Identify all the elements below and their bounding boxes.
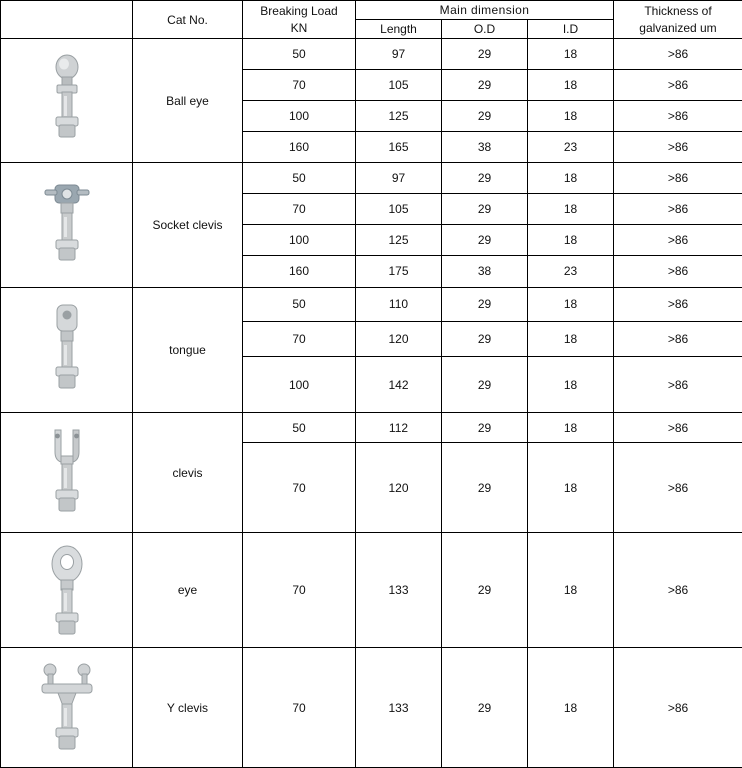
breaking-load-cell: 160 (243, 132, 356, 163)
product-image-cell (1, 413, 133, 533)
product-image-cell (1, 533, 133, 648)
id-cell: 18 (528, 101, 614, 132)
table-row (1, 648, 742, 768)
product-image-cell (1, 39, 133, 163)
header-breaking-load-line2: KN (290, 20, 308, 35)
id-cell: 23 (528, 132, 614, 163)
thickness-cell: >86 (614, 322, 742, 357)
product-image-cell (1, 163, 133, 287)
breaking-load-cell: 100 (243, 225, 356, 256)
length-cell: 110 (356, 287, 442, 322)
table-row (1, 163, 742, 194)
od-cell: 29 (442, 287, 528, 322)
od-cell: 29 (442, 533, 528, 648)
table-row (1, 287, 742, 322)
id-cell: 18 (528, 357, 614, 413)
breaking-load-cell: 70 (243, 648, 356, 768)
id-cell: 18 (528, 39, 614, 70)
header-cat-no: Cat No. (133, 1, 243, 39)
thickness-cell: >86 (614, 533, 742, 648)
thickness-cell: >86 (614, 194, 742, 225)
breaking-load-cell: 50 (243, 163, 356, 194)
length-cell: 165 (356, 132, 442, 163)
cat-no-cell: eye (133, 533, 243, 648)
header-thickness-line2: galvanized um (639, 20, 717, 35)
od-cell: 29 (442, 413, 528, 443)
length-cell: 142 (356, 357, 442, 413)
thickness-cell: >86 (614, 256, 742, 287)
cat-no-cell: clevis (133, 413, 243, 533)
eye-icon (4, 535, 129, 645)
id-cell: 18 (528, 322, 614, 357)
od-cell: 29 (442, 101, 528, 132)
od-cell: 29 (442, 322, 528, 357)
length-cell: 97 (356, 163, 442, 194)
product-image-cell (1, 287, 133, 413)
breaking-load-cell: 100 (243, 101, 356, 132)
thickness-cell: >86 (614, 163, 742, 194)
od-cell: 38 (442, 256, 528, 287)
breaking-load-cell: 50 (243, 413, 356, 443)
header-thickness-line1: Thickness of (644, 4, 712, 19)
od-cell: 29 (442, 163, 528, 194)
thickness-cell: >86 (614, 101, 742, 132)
od-cell: 29 (442, 225, 528, 256)
thickness-cell: >86 (614, 70, 742, 101)
id-cell: 18 (528, 287, 614, 322)
length-cell: 133 (356, 648, 442, 768)
id-cell: 18 (528, 413, 614, 443)
header-id: I.D (528, 20, 614, 39)
clevis-icon (4, 415, 129, 530)
length-cell: 112 (356, 413, 442, 443)
breaking-load-cell: 160 (243, 256, 356, 287)
breaking-load-cell: 50 (243, 287, 356, 322)
breaking-load-cell: 70 (243, 443, 356, 533)
table-header (1, 1, 742, 39)
header-breaking-load (243, 1, 356, 39)
thickness-cell: >86 (614, 443, 742, 533)
thickness-cell: >86 (614, 132, 742, 163)
id-cell: 18 (528, 648, 614, 768)
ball-eye-icon (4, 41, 129, 160)
od-cell: 29 (442, 443, 528, 533)
od-cell: 38 (442, 132, 528, 163)
length-cell: 105 (356, 194, 442, 225)
breaking-load-cell: 100 (243, 357, 356, 413)
table-body (1, 39, 742, 768)
length-cell: 125 (356, 225, 442, 256)
header-main-dimension: Main dimension (356, 1, 614, 20)
cat-no-cell: Socket clevis (133, 163, 243, 287)
thickness-cell: >86 (614, 225, 742, 256)
breaking-load-cell: 70 (243, 70, 356, 101)
thickness-cell: >86 (614, 39, 742, 70)
table-row (1, 413, 742, 443)
id-cell: 18 (528, 533, 614, 648)
header-length: Length (356, 20, 442, 39)
table-row (1, 533, 742, 648)
id-cell: 18 (528, 443, 614, 533)
id-cell: 23 (528, 256, 614, 287)
cat-no-cell: Y clevis (133, 648, 243, 768)
product-image-cell (1, 648, 133, 768)
id-cell: 18 (528, 70, 614, 101)
header-thickness (614, 1, 742, 39)
breaking-load-cell: 70 (243, 194, 356, 225)
breaking-load-cell: 50 (243, 39, 356, 70)
length-cell: 120 (356, 443, 442, 533)
length-cell: 97 (356, 39, 442, 70)
breaking-load-cell: 70 (243, 322, 356, 357)
y-clevis-icon (4, 650, 129, 765)
od-cell: 29 (442, 194, 528, 225)
od-cell: 29 (442, 39, 528, 70)
header-image-column (1, 1, 133, 39)
id-cell: 18 (528, 163, 614, 194)
thickness-cell: >86 (614, 287, 742, 322)
id-cell: 18 (528, 194, 614, 225)
od-cell: 29 (442, 70, 528, 101)
od-cell: 29 (442, 648, 528, 768)
table-row (1, 39, 742, 70)
cat-no-cell: Ball eye (133, 39, 243, 163)
id-cell: 18 (528, 225, 614, 256)
header-od: O.D (442, 20, 528, 39)
cat-no-cell: tongue (133, 287, 243, 413)
tongue-icon (4, 290, 129, 411)
header-breaking-load-line1: Breaking Load (260, 4, 338, 19)
socket-clevis-icon (4, 165, 129, 284)
od-cell: 29 (442, 357, 528, 413)
header-row-top (1, 1, 742, 20)
length-cell: 175 (356, 256, 442, 287)
thickness-cell: >86 (614, 648, 742, 768)
length-cell: 125 (356, 101, 442, 132)
thickness-cell: >86 (614, 357, 742, 413)
length-cell: 120 (356, 322, 442, 357)
breaking-load-cell: 70 (243, 533, 356, 648)
length-cell: 133 (356, 533, 442, 648)
length-cell: 105 (356, 70, 442, 101)
thickness-cell: >86 (614, 413, 742, 443)
